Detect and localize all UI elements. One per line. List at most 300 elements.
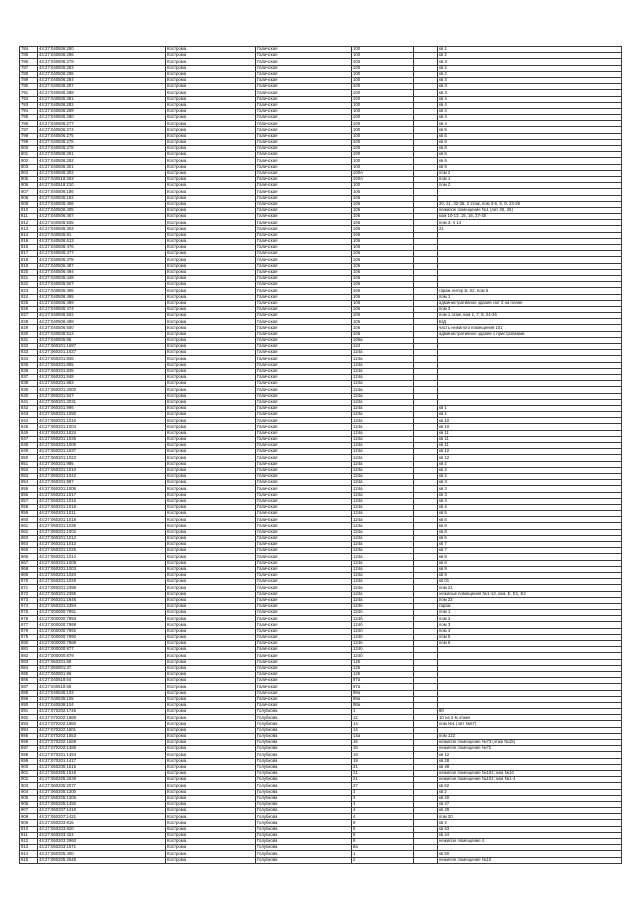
cadastral-number: 44:27:060203:2960 bbox=[38, 839, 166, 845]
house-cell: 3 bbox=[352, 789, 414, 795]
cadastral-number: 44:27:040519:263 bbox=[38, 176, 166, 182]
house-cell: 124б bbox=[352, 622, 414, 628]
note-cell: кв 6 bbox=[438, 158, 622, 164]
note-cell: кв 62 bbox=[438, 783, 622, 789]
street-cell: Голубкова bbox=[256, 746, 352, 752]
city-cell: Кострома bbox=[166, 139, 256, 145]
city-cell: Кострома bbox=[166, 690, 256, 696]
cadastral-number: 44:27:040506:86 bbox=[38, 337, 166, 343]
city-cell: Кострома bbox=[166, 306, 256, 312]
street-cell: Галичская bbox=[256, 170, 352, 176]
row-number: 892 bbox=[20, 715, 38, 721]
cadastral-number: 44:27:040518:64 bbox=[38, 678, 166, 684]
row-number: 823 bbox=[20, 288, 38, 294]
city-cell: Кострома bbox=[166, 84, 256, 90]
cadastral-number: 44:27:060201:1019 bbox=[38, 517, 166, 523]
note-cell: кв 2 bbox=[438, 820, 622, 826]
note-cell: кв 12 bbox=[438, 449, 622, 455]
street-cell: Галичская bbox=[256, 572, 352, 578]
street-cell: Галичская bbox=[256, 300, 352, 306]
row-number: 785 bbox=[20, 53, 38, 59]
street-cell: Галичская bbox=[256, 269, 352, 275]
cadastral-number: 44:27:040506:282 bbox=[38, 102, 166, 108]
house-cell: 106 bbox=[352, 282, 414, 288]
city-cell: Кострома bbox=[166, 189, 256, 195]
street-cell: Голубкова bbox=[256, 783, 352, 789]
city-cell: Кострома bbox=[166, 121, 256, 127]
cadastral-number: 44:27:040506:288 bbox=[38, 90, 166, 96]
row-number: 846 bbox=[20, 430, 38, 436]
cadastral-number: 44:27:040506:613 bbox=[38, 238, 166, 244]
note-cell: 10 на 2-м этаже bbox=[438, 715, 622, 721]
street-cell: Галичская bbox=[256, 542, 352, 548]
city-cell: Кострома bbox=[166, 449, 256, 455]
row-number: 909 bbox=[20, 820, 38, 826]
house-cell: 106 bbox=[352, 245, 414, 251]
street-cell: Галичская bbox=[256, 288, 352, 294]
street-cell: Галичская bbox=[256, 504, 352, 510]
cadastral-number: 44:27:070202:1501 bbox=[38, 727, 166, 733]
street-cell: Галичская bbox=[256, 319, 352, 325]
city-cell: Кострома bbox=[166, 207, 256, 213]
house-cell: 100 bbox=[352, 53, 414, 59]
cadastral-number: 44:27:040506:291 bbox=[38, 152, 166, 158]
street-cell: Галичская bbox=[256, 108, 352, 114]
house-cell: 124а bbox=[352, 449, 414, 455]
house-cell: 100А bbox=[352, 170, 414, 176]
house-cell: 100 bbox=[352, 164, 414, 170]
cadastral-number: 44:27:060201:1014 bbox=[38, 554, 166, 560]
city-cell: Кострома bbox=[166, 65, 256, 71]
street-cell: Галичская bbox=[256, 659, 352, 665]
cadastral-number: 44:27:040506:304 bbox=[38, 226, 166, 232]
note-cell: нежилое помещение №102; ком №10 bbox=[438, 770, 622, 776]
row-number: 786 bbox=[20, 59, 38, 65]
row-number: 897 bbox=[20, 746, 38, 752]
city-cell: Кострома bbox=[166, 622, 256, 628]
note-cell: пом 2 bbox=[438, 170, 622, 176]
city-cell: Кострома bbox=[166, 387, 256, 393]
house-cell: 1 bbox=[352, 709, 414, 715]
house-cell: 100 bbox=[352, 77, 414, 83]
house-cell: 124а bbox=[352, 498, 414, 504]
house-cell: 106 bbox=[352, 319, 414, 325]
house-cell: 100 bbox=[352, 84, 414, 90]
street-cell: Галичская bbox=[256, 84, 352, 90]
city-cell: Кострома bbox=[166, 430, 256, 436]
row-number: 795 bbox=[20, 115, 38, 121]
cadastral-number: 44:27:040506:448 bbox=[38, 275, 166, 281]
note-cell: кв 3 bbox=[438, 492, 622, 498]
street-cell: Галичская bbox=[256, 696, 352, 702]
note-cell: административное здание лит 3 на плане bbox=[438, 300, 622, 306]
street-cell: Галичская bbox=[256, 115, 352, 121]
house-cell: 124а bbox=[352, 486, 414, 492]
house-cell: 124а bbox=[352, 436, 414, 442]
note-cell: кв 2 bbox=[438, 65, 622, 71]
house-cell: 21 bbox=[352, 764, 414, 770]
house-cell: 99а bbox=[352, 696, 414, 702]
city-cell: Кострома bbox=[166, 325, 256, 331]
city-cell: Кострома bbox=[166, 740, 256, 746]
city-cell: Кострома bbox=[166, 696, 256, 702]
street-cell: Галичская bbox=[256, 554, 352, 560]
street-cell: Голубкова bbox=[256, 777, 352, 783]
street-cell: Галичская bbox=[256, 139, 352, 145]
row-number: 895 bbox=[20, 733, 38, 739]
city-cell: Кострома bbox=[166, 214, 256, 220]
row-number: 915 bbox=[20, 857, 38, 863]
row-number: 793 bbox=[20, 102, 38, 108]
street-cell: Голубкова bbox=[256, 758, 352, 764]
note-cell: пом 20 bbox=[438, 814, 622, 820]
cadastral-number: 44:27:060201:855 bbox=[38, 362, 166, 368]
cadastral-number: 44:27:040506:476 bbox=[38, 245, 166, 251]
city-cell: Кострома bbox=[166, 808, 256, 814]
note-cell: кв 8 bbox=[438, 554, 622, 560]
house-cell: 100 bbox=[352, 146, 414, 152]
city-cell: Кострома bbox=[166, 709, 256, 715]
house-cell: 124б bbox=[352, 616, 414, 622]
house-cell: 8 bbox=[352, 826, 414, 832]
city-cell: Кострома bbox=[166, 350, 256, 356]
street-cell: Голубкова bbox=[256, 845, 352, 851]
note-cell: кв 10 bbox=[438, 418, 622, 424]
house-cell: 124а bbox=[352, 517, 414, 523]
house-cell: 100 bbox=[352, 133, 414, 139]
cadastral-number: 44:27:060201:1036 bbox=[38, 523, 166, 529]
street-cell: Галичская bbox=[256, 201, 352, 207]
cadastral-number: 44:27:060201:1023 bbox=[38, 455, 166, 461]
street-cell: Галичская bbox=[256, 548, 352, 554]
row-number: 788 bbox=[20, 71, 38, 77]
street-cell: Галичская bbox=[256, 102, 352, 108]
row-number: 812 bbox=[20, 220, 38, 226]
note-cell: кв 1 bbox=[438, 412, 622, 418]
house-cell: 124а bbox=[352, 591, 414, 597]
note-cell: кв 11 bbox=[438, 430, 622, 436]
city-cell: Кострома bbox=[166, 368, 256, 374]
cadastral-number: 44:27:040518:65 bbox=[38, 684, 166, 690]
cadastral-number: 44:27:060201:1010 bbox=[38, 467, 166, 473]
cadastral-number: 44:27:060203:815 bbox=[38, 820, 166, 826]
cadastral-number: 44:27:060203:1571 bbox=[38, 845, 166, 851]
house-cell: 124а bbox=[352, 560, 414, 566]
row-number: 842 bbox=[20, 405, 38, 411]
street-cell: Галичская bbox=[256, 634, 352, 640]
row-number: 885 bbox=[20, 671, 38, 677]
cadastral-number: 44:27:060201:1003 bbox=[38, 566, 166, 572]
blank-cell bbox=[414, 857, 438, 863]
street-cell: Галичская bbox=[256, 251, 352, 257]
city-cell: Кострома bbox=[166, 585, 256, 591]
row-number: 802 bbox=[20, 158, 38, 164]
cadastral-number: 44:27:040506:286 bbox=[38, 53, 166, 59]
house-cell: 124а bbox=[352, 461, 414, 467]
house-cell: 124а bbox=[352, 443, 414, 449]
house-cell: 16 bbox=[352, 746, 414, 752]
city-cell: Кострома bbox=[166, 158, 256, 164]
cadastral-number: 44:27:040506:280 bbox=[38, 47, 166, 53]
row-number: 828 bbox=[20, 319, 38, 325]
row-number: 815 bbox=[20, 238, 38, 244]
row-number: 901 bbox=[20, 770, 38, 776]
cadastral-number: 44:27:060201:1002 bbox=[38, 529, 166, 535]
house-cell: 124а bbox=[352, 504, 414, 510]
house-cell: 106 bbox=[352, 263, 414, 269]
note-cell: кв 3 bbox=[438, 77, 622, 83]
city-cell: Кострома bbox=[166, 801, 256, 807]
row-number: 809 bbox=[20, 201, 38, 207]
house-cell: 4 bbox=[352, 801, 414, 807]
cadastral-number: 44:27:060201:68 bbox=[38, 659, 166, 665]
note-cell: кв 3 bbox=[438, 84, 622, 90]
cadastral-number: 44:27:070202:1969 bbox=[38, 715, 166, 721]
cadastral-number: 44:27:040506:496 bbox=[38, 288, 166, 294]
house-cell: 8 bbox=[352, 820, 414, 826]
row-number: 850 bbox=[20, 455, 38, 461]
house-cell: 19 bbox=[352, 758, 414, 764]
row-number: 884 bbox=[20, 665, 38, 671]
note-cell: гараж bbox=[438, 603, 622, 609]
city-cell: Кострома bbox=[166, 356, 256, 362]
house-cell: 19 bbox=[352, 752, 414, 758]
note-cell: 20, 21, 32-35, 2 этаж, пом 3-6, 8, 9, 23-26 bbox=[438, 201, 622, 207]
street-cell: Галичская bbox=[256, 436, 352, 442]
house-cell: 8 bbox=[352, 832, 414, 838]
cadastral-number: 44:27:060201:1848 bbox=[38, 597, 166, 603]
city-cell: Кострома bbox=[166, 251, 256, 257]
house-cell: 106 bbox=[352, 269, 414, 275]
cadastral-number: 44:27:060201:995 bbox=[38, 461, 166, 467]
house-cell: 97а bbox=[352, 684, 414, 690]
street-cell: Галичская bbox=[256, 455, 352, 461]
note-cell: пом 6 bbox=[438, 641, 622, 647]
house-cell: 124а bbox=[352, 554, 414, 560]
row-number: 822 bbox=[20, 282, 38, 288]
note-cell: кв 01 bbox=[438, 579, 622, 585]
city-cell: Кострома bbox=[166, 115, 256, 121]
cadastral-number: 44:27:040506:289 bbox=[38, 108, 166, 114]
city-cell: Кострома bbox=[166, 511, 256, 517]
city-cell: Кострома bbox=[166, 473, 256, 479]
note-cell: кв 28 bbox=[438, 808, 622, 814]
cadastral-number: 44:27:060201:1012 bbox=[38, 535, 166, 541]
cadastral-number: 44:27:060201:997 bbox=[38, 480, 166, 486]
row-number: 833 bbox=[20, 350, 38, 356]
city-cell: Кострома bbox=[166, 238, 256, 244]
street-cell: Галичская bbox=[256, 53, 352, 59]
table-row bbox=[20, 857, 622, 863]
house-cell: 100 bbox=[352, 90, 414, 96]
cadastral-number: 44:27:040506:276 bbox=[38, 139, 166, 145]
cadastral-number: 44:27:060207:1421 bbox=[38, 814, 166, 820]
street-cell: Галичская bbox=[256, 665, 352, 671]
note-cell: нежилое помещение №1 (лит 25, 26) bbox=[438, 207, 622, 213]
cadastral-number: 44:27:060201:2395 bbox=[38, 591, 166, 597]
row-number: 803 bbox=[20, 164, 38, 170]
cadastral-number: 44:27:060205:1519 bbox=[38, 770, 166, 776]
row-number: 902 bbox=[20, 777, 38, 783]
house-cell: 124а bbox=[352, 523, 414, 529]
row-number: 844 bbox=[20, 418, 38, 424]
cadastral-number: 44:27:060801:37 bbox=[38, 665, 166, 671]
street-cell: Галичская bbox=[256, 517, 352, 523]
row-number: 872 bbox=[20, 591, 38, 597]
note-cell: нежилые помещения №1-13, ком. Е, Е1, Е2 bbox=[438, 591, 622, 597]
cadastral-number: 44:27:060201:846 bbox=[38, 356, 166, 362]
note-cell: кв 12 bbox=[438, 752, 622, 758]
row-number: 898 bbox=[20, 752, 38, 758]
cadastral-number: 44:27:060201:1006 bbox=[38, 486, 166, 492]
note-cell: кв 7 bbox=[438, 548, 622, 554]
note-cell: Б/Д bbox=[438, 319, 622, 325]
street-cell: Голубкова bbox=[256, 740, 352, 746]
row-number: 821 bbox=[20, 275, 38, 281]
street-cell: Галичская bbox=[256, 306, 352, 312]
city-cell: Кострома bbox=[166, 523, 256, 529]
note-cell: пом 1 bbox=[438, 610, 622, 616]
house-cell: 106 bbox=[352, 201, 414, 207]
street-cell: Голубкова bbox=[256, 820, 352, 826]
cadastral-number: 44:27:060201:848 bbox=[38, 374, 166, 380]
city-cell: Кострома bbox=[166, 789, 256, 795]
note-cell: пом 3, 4 14 bbox=[438, 220, 622, 226]
register-rows bbox=[20, 47, 622, 864]
street-cell: Голубкова bbox=[256, 764, 352, 770]
row-number: 837 bbox=[20, 374, 38, 380]
street-cell: Галичская bbox=[256, 603, 352, 609]
cadastral-number: 44:27:000000:7991 bbox=[38, 610, 166, 616]
house-cell: 100 bbox=[352, 127, 414, 133]
note-cell: кв 12 bbox=[438, 455, 622, 461]
city-cell: Кострома bbox=[166, 300, 256, 306]
row-number: 891 bbox=[20, 709, 38, 715]
note-cell: административное здание с пристройками bbox=[438, 331, 622, 337]
row-number: 905 bbox=[20, 795, 38, 801]
house-cell: 124а bbox=[352, 418, 414, 424]
row-number: 839 bbox=[20, 387, 38, 393]
street-cell: Голубкова bbox=[256, 808, 352, 814]
property-register-table bbox=[19, 46, 622, 864]
cadastral-number: 44:27:060205:1450 bbox=[38, 801, 166, 807]
cadastral-number: 44:27:060205:2549 bbox=[38, 857, 166, 863]
row-number: 814 bbox=[20, 232, 38, 238]
row-number: 911 bbox=[20, 832, 38, 838]
cadastral-number: 44:27:060201:1015 bbox=[38, 498, 166, 504]
street-cell: Галичская bbox=[256, 337, 352, 343]
row-number: 881 bbox=[20, 647, 38, 653]
house-cell: 100 bbox=[352, 108, 414, 114]
cadastral-number: 44:27:060201:1020 bbox=[38, 572, 166, 578]
house-cell: 100 bbox=[352, 139, 414, 145]
city-cell: Кострома bbox=[166, 610, 256, 616]
city-cell: Кострома bbox=[166, 344, 256, 350]
row-number: 856 bbox=[20, 492, 38, 498]
row-number: 861 bbox=[20, 523, 38, 529]
row-number: 914 bbox=[20, 851, 38, 857]
city-cell: Кострома bbox=[166, 591, 256, 597]
street-cell: Галичская bbox=[256, 653, 352, 659]
city-cell: Кострома bbox=[166, 183, 256, 189]
cadastral-number: 44:27:060201:996 bbox=[38, 405, 166, 411]
street-cell: Галичская bbox=[256, 121, 352, 127]
row-number: 903 bbox=[20, 783, 38, 789]
street-cell: Галичская bbox=[256, 65, 352, 71]
cadastral-number: 44:27:040506:605 bbox=[38, 220, 166, 226]
note-cell: кв 7 bbox=[438, 542, 622, 548]
city-cell: Кострома bbox=[166, 752, 256, 758]
street-cell: Галичская bbox=[256, 387, 352, 393]
street-cell: Галичская bbox=[256, 96, 352, 102]
city-cell: Кострома bbox=[166, 146, 256, 152]
street-cell: Голубкова bbox=[256, 851, 352, 857]
cadastral-number: 44:27:060201:1018 bbox=[38, 504, 166, 510]
row-number: 791 bbox=[20, 90, 38, 96]
city-cell: Кострома bbox=[166, 535, 256, 541]
cadastral-number: 44:27:060201:2394 bbox=[38, 603, 166, 609]
street-cell: Галичская bbox=[256, 610, 352, 616]
cadastral-number: 44:27:070202:1746 bbox=[38, 709, 166, 715]
note-cell: кв 5 bbox=[438, 517, 622, 523]
street-cell: Галичская bbox=[256, 374, 352, 380]
row-number: 890 bbox=[20, 702, 38, 708]
city-cell: Кострома bbox=[166, 653, 256, 659]
row-number: 824 bbox=[20, 294, 38, 300]
row-number: 907 bbox=[20, 808, 38, 814]
row-number: 867 bbox=[20, 560, 38, 566]
row-number: 797 bbox=[20, 127, 38, 133]
street-cell: Голубкова bbox=[256, 795, 352, 801]
house-cell: 124а bbox=[352, 350, 414, 356]
city-cell: Кострома bbox=[166, 770, 256, 776]
city-cell: Кострома bbox=[166, 176, 256, 182]
street-cell: Голубкова bbox=[256, 709, 352, 715]
city-cell: Кострома bbox=[166, 579, 256, 585]
row-number: 859 bbox=[20, 511, 38, 517]
city-cell: Кострома bbox=[166, 851, 256, 857]
row-number: 886 bbox=[20, 678, 38, 684]
house-cell: 106 bbox=[352, 238, 414, 244]
cadastral-number: 44:27:060201:847 bbox=[38, 393, 166, 399]
city-cell: Кострома bbox=[166, 715, 256, 721]
row-number: 849 bbox=[20, 449, 38, 455]
city-cell: Кострома bbox=[166, 597, 256, 603]
city-cell: Кострома bbox=[166, 814, 256, 820]
house-cell: 106 bbox=[352, 195, 414, 201]
cadastral-number: 44:27:040506:182 bbox=[38, 195, 166, 201]
note-cell: кв 6 bbox=[438, 535, 622, 541]
city-cell: Кострома bbox=[166, 294, 256, 300]
house-cell: 126 bbox=[352, 659, 414, 665]
row-number: 912 bbox=[20, 839, 38, 845]
house-cell: 124а bbox=[352, 572, 414, 578]
house-cell: 14а bbox=[352, 733, 414, 739]
street-cell: Галичская bbox=[256, 690, 352, 696]
city-cell: Кострома bbox=[166, 269, 256, 275]
row-number: 894 bbox=[20, 727, 38, 733]
house-cell: 124а bbox=[352, 381, 414, 387]
row-number: 800 bbox=[20, 146, 38, 152]
city-cell: Кострома bbox=[166, 47, 256, 53]
note-cell: кв 6 bbox=[438, 152, 622, 158]
cadastral-number: 44:27:060201:2031 bbox=[38, 399, 166, 405]
row-number: 906 bbox=[20, 801, 38, 807]
street-cell: Галичская bbox=[256, 127, 352, 133]
city-cell: Кострома bbox=[166, 603, 256, 609]
house-cell: 106 bbox=[352, 251, 414, 257]
street-cell: Галичская bbox=[256, 678, 352, 684]
